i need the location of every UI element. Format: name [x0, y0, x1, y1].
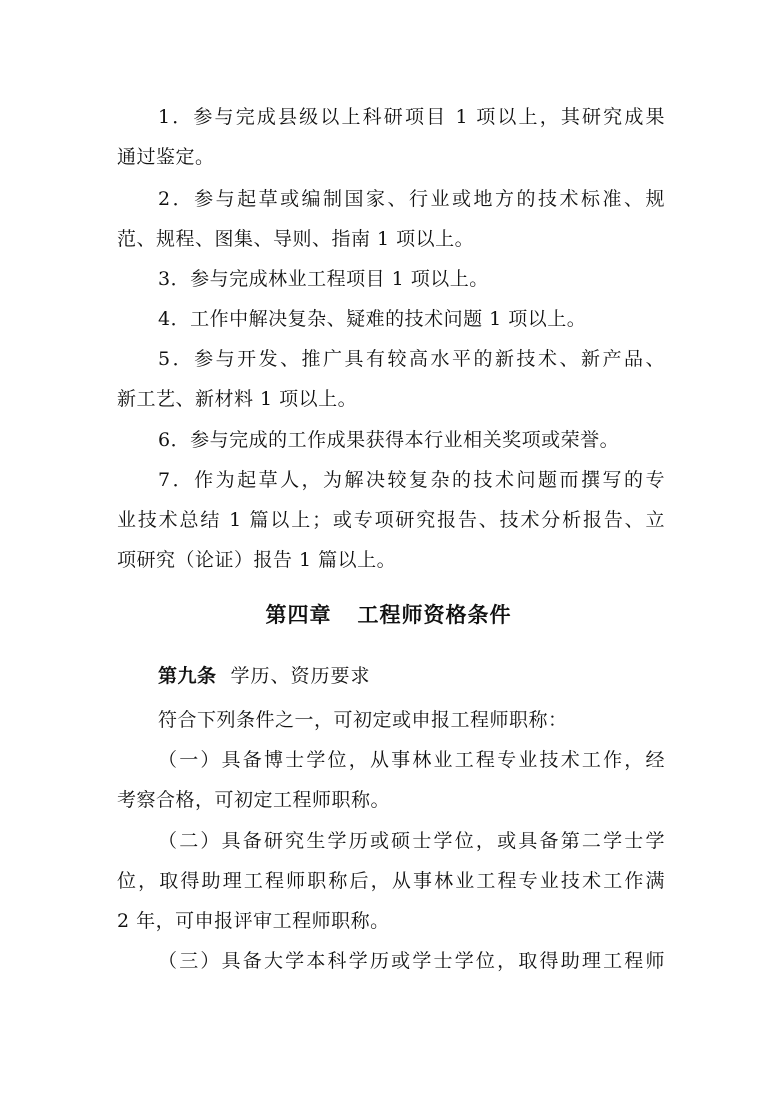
intro-line: 符合下列条件之一，可初定或申报工程师职称： — [158, 709, 568, 731]
item-6-line-1: 6．参与完成的工作成果获得本行业相关奖项或荣誉。 — [158, 429, 620, 451]
condition-1-line-1: （一）具备博士学位，从事林业工程专业技术工作，经 — [158, 749, 665, 771]
article-heading — [158, 663, 371, 689]
item-2-line-2: 范、规程、图集、导则、指南 1 项以上。 — [117, 228, 475, 250]
item-7-line-1: 7．作为起草人，为解决较复杂的技术问题而撰写的专 — [158, 469, 665, 491]
item-4-line-1: 4．工作中解决复杂、疑难的技术问题 1 项以上。 — [158, 308, 587, 330]
item-1-line-2: 通过鉴定。 — [117, 146, 215, 168]
article-label: 第九条 — [158, 665, 217, 687]
condition-2-line-3: 2 年，可申报评审工程师职称。 — [117, 910, 390, 932]
chapter-number: 第四章 — [265, 603, 332, 627]
item-5-line-1: 5．参与开发、推广具有较高水平的新技术、新产品、 — [158, 348, 665, 370]
item-3-line-1: 3．参与完成林业工程项目 1 项以上。 — [158, 268, 489, 290]
item-2-line-1: 2．参与起草或编制国家、行业或地方的技术标准、规 — [158, 188, 665, 210]
article-title: 学历、资历要求 — [230, 665, 371, 687]
item-7-line-2: 业技术总结 1 篇以上；或专项研究报告、技术分析报告、立 — [117, 509, 665, 531]
condition-2-line-2: 位，取得助理工程师职称后，从事林业工程专业技术工作满 — [117, 870, 665, 892]
chapter-heading — [0, 600, 777, 630]
condition-2-line-1: （二）具备研究生学历或硕士学位，或具备第二学士学 — [158, 830, 665, 852]
chapter-title: 工程师资格条件 — [357, 603, 512, 627]
item-7-line-3: 项研究（论证）报告 1 篇以上。 — [117, 549, 397, 571]
item-5-line-2: 新工艺、新材料 1 项以上。 — [117, 388, 358, 410]
condition-1-line-2: 考察合格，可初定工程师职称。 — [117, 789, 391, 811]
item-1-line-1: 1．参与完成县级以上科研项目 1 项以上，其研究成果 — [158, 106, 665, 128]
condition-3-line-1: （三）具备大学本科学历或学士学位，取得助理工程师 — [158, 950, 665, 972]
